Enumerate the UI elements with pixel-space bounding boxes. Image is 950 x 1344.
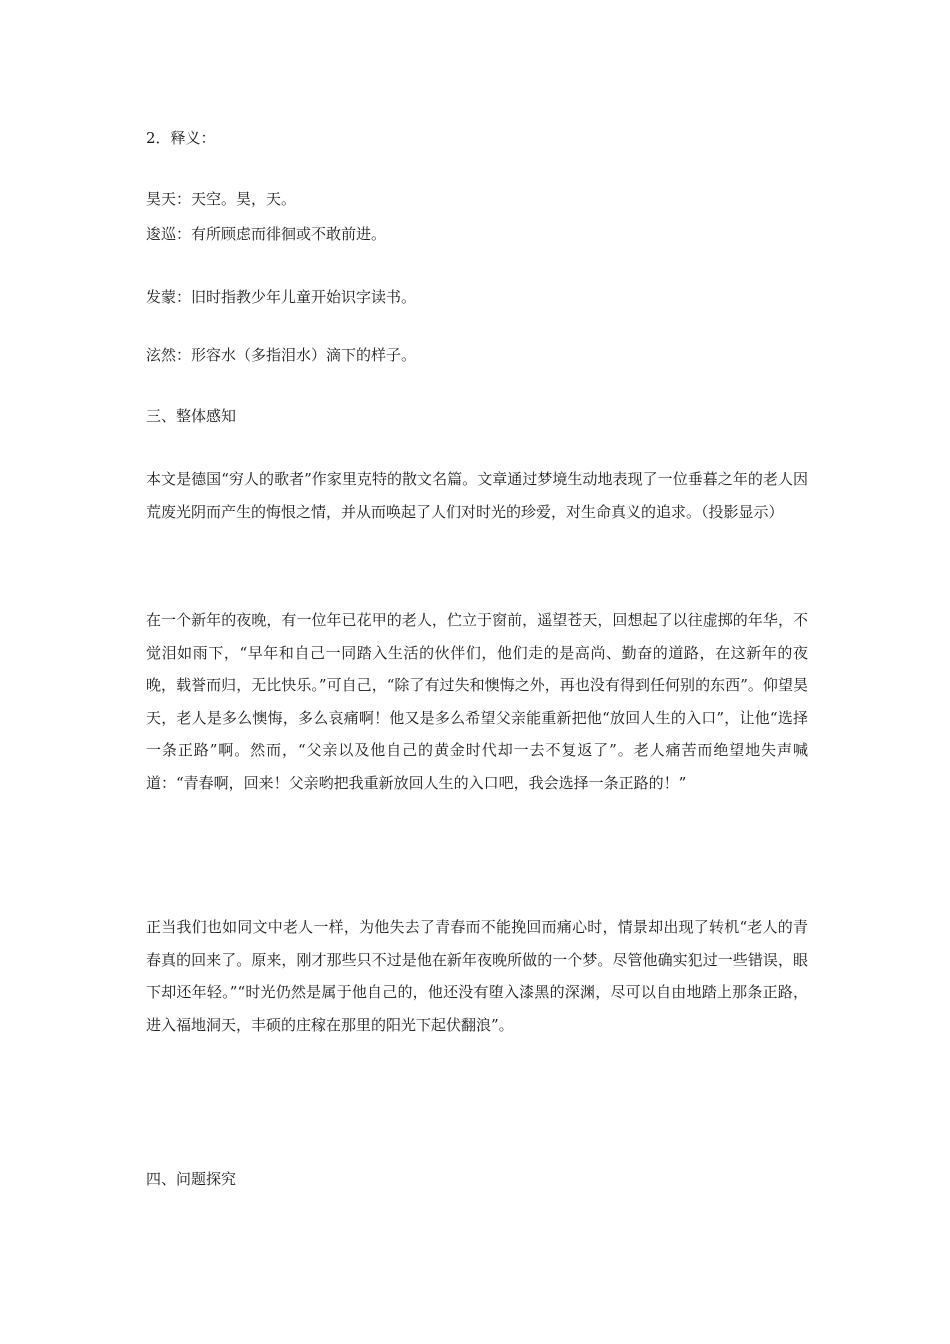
paragraph-summary: 在一个新年的夜晚，有一位年已花甲的老人，伫立于窗前，遥望苍天，回想起了以往虚掷的年华，不觉泪如雨下，“早年和自己一同踏入生活的伙伴们，他们走的是高尚、勤奋的道路，在这新年的夜晚，载誉而归，无比快乐。”可自己，“除了有过失和懊悔之外，再也没有得到任何别的东西”。仰望昊天，老人是多么懊悔，多么哀痛啊！他又是多么希望父亲能重新把他“放回人生的入口”，让他“选择一条正路”啊。然而，“父亲以及他自己的黄金时代却一去不复返了”。老人痛苦而绝望地失声喊道：“青春啊，回来！父亲哟把我重新放回人生的入口吧，我会选择一条正路的！” xyxy=(146,611,808,792)
definition-fameng: 发蒙：旧时指教少年儿童开始识字读书。 xyxy=(146,288,417,306)
section-4-heading: 四、问题探究 xyxy=(146,1170,237,1188)
definition-haotian: 昊天：天空。昊，天。 xyxy=(146,190,297,208)
section-2-heading: 2．释义： xyxy=(146,129,216,147)
definition-xuanran: 泫然：形容水（多指泪水）滴下的样子。 xyxy=(146,346,417,364)
section-3-heading: 三、整体感知 xyxy=(146,407,237,425)
paragraph-intro: 本文是德国“穷人的歌者”作家里克特的散文名篇。文章通过梦境生动地表现了一位垂暮之年的老人因荒废光阴而产生的悔恨之情，并从而唤起了人们对时光的珍爱，对生命真义的追求。（投影显示） xyxy=(146,470,808,521)
definition-qunxun: 逡巡：有所顾虑而徘徊或不敢前进。 xyxy=(146,225,387,243)
paragraph-turning-point: 正当我们也如同文中老人一样，为他失去了青春而不能挽回而痛心时，情景却出现了转机“老人的青春真的回来了。原来，刚才那些只不过是他在新年夜晚所做的一个梦。尽管他确实犯过一些错误，眼下却还年轻。”“时光仍然是属于他自己的，他还没有堕入漆黑的深渊，尽可以自由地踏上那条正路，进入福地洞天，丰硕的庄稼在那里的阳光下起伏翻浪”。 xyxy=(146,918,808,1034)
